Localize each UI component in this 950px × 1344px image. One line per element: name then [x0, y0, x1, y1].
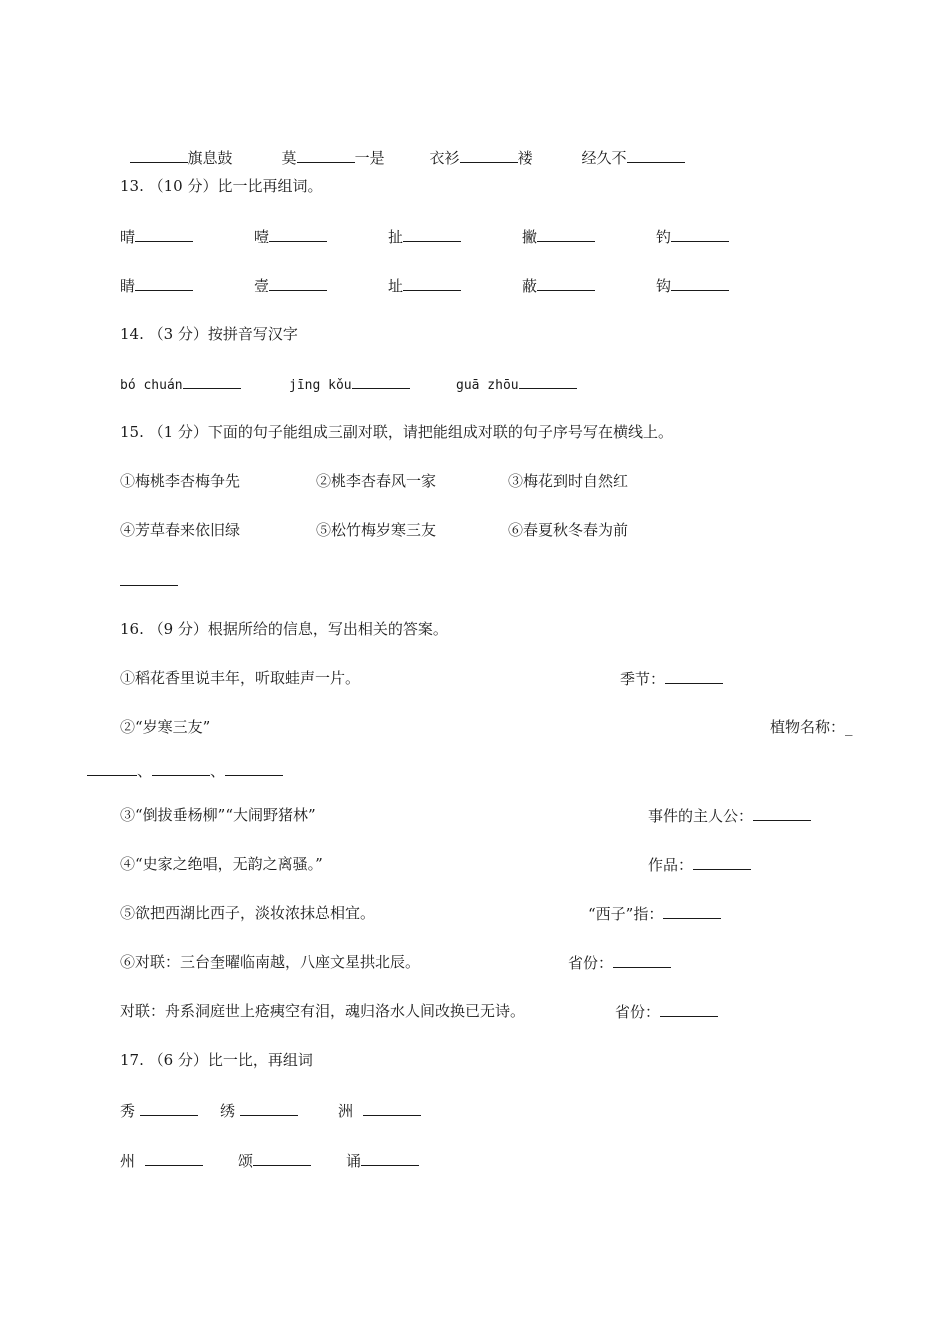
char: 颂 [238, 1152, 254, 1170]
char: 钓 [656, 228, 672, 246]
char: 扯 [388, 228, 404, 246]
answer-blank[interactable] [120, 570, 178, 586]
answer-blank[interactable] [145, 1150, 203, 1166]
q16-answer-6 [568, 952, 671, 973]
q13-item [120, 275, 193, 296]
q17-item [346, 1150, 419, 1171]
answer-blank[interactable] [660, 1001, 718, 1017]
char: 诵 [346, 1152, 362, 1170]
q16-answer-2 [87, 760, 283, 781]
couplet-option: ③梅花到时自然红 [508, 472, 629, 490]
answer-blank[interactable] [225, 760, 283, 776]
question-14-title: 14. （3 分）按拼音写汉字 [120, 325, 298, 343]
answer-blank[interactable] [87, 760, 137, 776]
q17-item [338, 1100, 421, 1121]
pinyin: bó chuán [120, 378, 183, 393]
q17-item [220, 1100, 298, 1121]
answer-blank[interactable] [361, 1150, 419, 1166]
idiom-line [572, 127, 685, 168]
answer-label: 作品： [648, 856, 694, 874]
couplet-option: ④芳草春来依旧绿 [120, 521, 241, 539]
answer-blank[interactable] [152, 760, 210, 776]
answer-blank[interactable] [671, 226, 729, 242]
answer-blank[interactable] [753, 805, 811, 821]
answer-blank[interactable] [135, 275, 193, 291]
answer-blank[interactable] [460, 147, 518, 163]
char: 壹 [254, 277, 270, 295]
idiom-text: 莫 [281, 149, 297, 167]
char: 撇 [522, 228, 538, 246]
char: 址 [388, 277, 404, 295]
answer-label: 季节： [620, 670, 666, 688]
couplet-option: ⑥春夏秋冬春为前 [508, 521, 629, 539]
q13-item [120, 226, 193, 247]
answer-blank[interactable] [627, 147, 685, 163]
q13-item [522, 275, 595, 296]
pinyin-item [120, 373, 241, 396]
answer-label: 省份： [615, 1003, 661, 1021]
char: 绣 [220, 1102, 236, 1120]
q17-item [120, 1150, 203, 1171]
question-16-title: 16. （9 分）根据所给的信息，写出相关的答案。 [120, 620, 448, 638]
answer-blank[interactable] [269, 226, 327, 242]
answer-blank[interactable] [613, 952, 671, 968]
char: 睛 [120, 277, 136, 295]
answer-blank[interactable] [671, 275, 729, 291]
couplet-option: ②桃李杏春风一家 [316, 472, 437, 490]
pinyin-item [456, 373, 577, 396]
answer-blank[interactable] [665, 668, 723, 684]
answer-label: “西子”指： [588, 905, 664, 923]
q17-item [120, 1100, 198, 1121]
question-17-title: 17. （6 分）比一比，再组词 [120, 1051, 313, 1069]
answer-blank[interactable] [135, 226, 193, 242]
couplet-option: ①梅桃李杏梅争先 [120, 472, 241, 490]
answer-blank[interactable] [253, 1150, 311, 1166]
couplet-option: ⑤松竹梅岁寒三友 [316, 521, 437, 539]
answer-blank[interactable] [537, 226, 595, 242]
idiom-text: 旗息鼓 [187, 149, 233, 167]
answer-blank[interactable] [403, 275, 461, 291]
q16-item-6: ⑥对联：三台奎曜临南越，八座文星拱北辰。 [120, 953, 421, 971]
question-15-title: 15. （1 分）下面的句子能组成三副对联，请把能组成对联的句子序号写在横线上。 [120, 423, 673, 441]
q16-item-3: ③“倒拔垂杨柳”“大闹野猪林” [120, 806, 316, 824]
char: 钩 [656, 277, 672, 295]
q16-answer-4 [648, 854, 751, 875]
answer-blank[interactable] [403, 226, 461, 242]
q13-item [254, 275, 327, 296]
separator: 、 [210, 762, 226, 780]
char: 噎 [254, 228, 270, 246]
idiom-text: 经久不 [581, 149, 627, 167]
answer-blank[interactable] [537, 275, 595, 291]
q16-answer-5 [588, 903, 721, 924]
q16-item-1: ①稻花香里说丰年，听取蛙声一片。 [120, 669, 361, 687]
q16-answer-7 [615, 1001, 718, 1022]
answer-blank[interactable] [363, 1100, 421, 1116]
q15-answer-line [120, 570, 178, 591]
question-13-title: 13. （10 分）比一比再组词。 [120, 177, 323, 195]
pinyin: jīng kǒu [289, 378, 352, 393]
answer-blank[interactable] [269, 275, 327, 291]
idiom-line [272, 127, 385, 168]
q17-item [238, 1150, 311, 1171]
char: 晴 [120, 228, 136, 246]
char: 洲 [338, 1102, 354, 1120]
answer-blank[interactable] [240, 1100, 298, 1116]
answer-blank[interactable] [352, 373, 410, 389]
pinyin: guā zhōu [456, 378, 519, 393]
q13-item [388, 275, 461, 296]
q16-answer-3 [648, 805, 811, 826]
answer-blank[interactable] [297, 147, 355, 163]
q16-item-5: ⑤欲把西湖比西子，淡妆浓抹总相宜。 [120, 904, 376, 922]
char: 秀 [120, 1102, 136, 1120]
idiom-text: 褛 [517, 149, 533, 167]
separator: 、 [137, 762, 153, 780]
answer-blank[interactable] [130, 147, 188, 163]
answer-blank[interactable] [663, 903, 721, 919]
answer-blank[interactable] [140, 1100, 198, 1116]
idiom-line [420, 127, 533, 168]
q16-item-7: 对联：舟系洞庭世上疮痍空有泪，魂归洛水人间改换已无诗。 [120, 1002, 526, 1020]
q13-item [522, 226, 595, 247]
pinyin-item [289, 373, 410, 396]
q16-item-2: ②“岁寒三友” [120, 718, 211, 736]
char: 蔽 [522, 277, 538, 295]
answer-label: 事件的主人公： [648, 807, 754, 825]
answer-blank[interactable] [183, 373, 241, 389]
q13-item [656, 226, 729, 247]
q16-item-4: ④“史家之绝唱，无韵之离骚。” [120, 855, 323, 873]
q13-item [254, 226, 327, 247]
idiom-line [120, 127, 233, 168]
idiom-text: 一是 [354, 149, 385, 167]
q16-answer-2-label: 植物名称：_ [770, 718, 853, 736]
answer-blank[interactable] [519, 373, 577, 389]
answer-label: 省份： [568, 954, 614, 972]
q13-item [656, 275, 729, 296]
q13-item [388, 226, 461, 247]
idiom-text: 衣衫 [429, 149, 460, 167]
q16-answer-1 [620, 668, 723, 689]
char: 州 [120, 1152, 136, 1170]
answer-blank[interactable] [693, 854, 751, 870]
